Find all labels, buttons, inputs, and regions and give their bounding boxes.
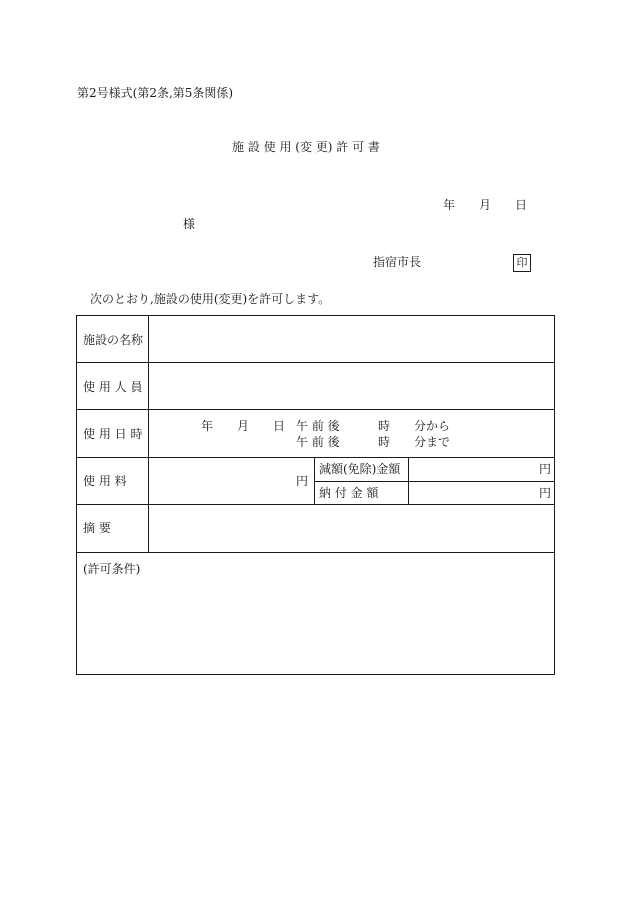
- fee-column-divider: [408, 457, 409, 504]
- remarks-label: 摘 要: [83, 521, 111, 535]
- datetime-day: 日: [273, 419, 286, 433]
- reduction-label: 減額(免除)金額: [319, 462, 401, 476]
- intro-text: 次のとおり,施設の使用(変更)を許可します。: [90, 292, 331, 306]
- date-day-label: 日: [515, 198, 528, 212]
- datetime-min-to: 分まで: [414, 435, 451, 449]
- label-column-divider: [148, 316, 149, 552]
- addressee-suffix: 様: [183, 217, 196, 231]
- payment-label: 納 付 金 額: [319, 486, 379, 500]
- reduction-yen-unit: 円: [539, 462, 552, 476]
- payment-yen-unit: 円: [539, 486, 552, 500]
- fee-row-split: [314, 481, 554, 482]
- document-title: 施 設 使 用 (変 更) 許 可 書: [232, 140, 380, 154]
- fee-label: 使 用 料: [83, 474, 127, 488]
- datetime-ampm-to: 午 前 後: [296, 435, 340, 449]
- datetime-year: 年: [201, 419, 214, 433]
- datetime-min-from: 分から: [414, 419, 451, 433]
- date-year-label: 年: [443, 198, 456, 212]
- date-month-label: 月: [479, 198, 492, 212]
- persons-label: 使 用 人 員: [83, 380, 143, 394]
- conditions-label: (許可条件): [83, 562, 141, 576]
- datetime-hour-from: 時: [378, 419, 391, 433]
- row-divider: [77, 552, 554, 553]
- datetime-ampm-from: 午 前 後: [296, 419, 340, 433]
- fee-yen-unit: 円: [296, 474, 309, 488]
- form-number: 第2号様式(第2条,第5条関係): [77, 86, 234, 100]
- facility-name-label: 施設の名称: [83, 333, 144, 347]
- datetime-label: 使 用 日 時: [83, 427, 143, 441]
- datetime-hour-to: 時: [378, 435, 391, 449]
- seal-stamp: 印: [513, 254, 531, 272]
- fee-column-divider: [314, 457, 315, 504]
- permit-form-table: [76, 315, 555, 675]
- issuer-name: 指宿市長: [373, 255, 422, 269]
- datetime-month: 月: [237, 419, 250, 433]
